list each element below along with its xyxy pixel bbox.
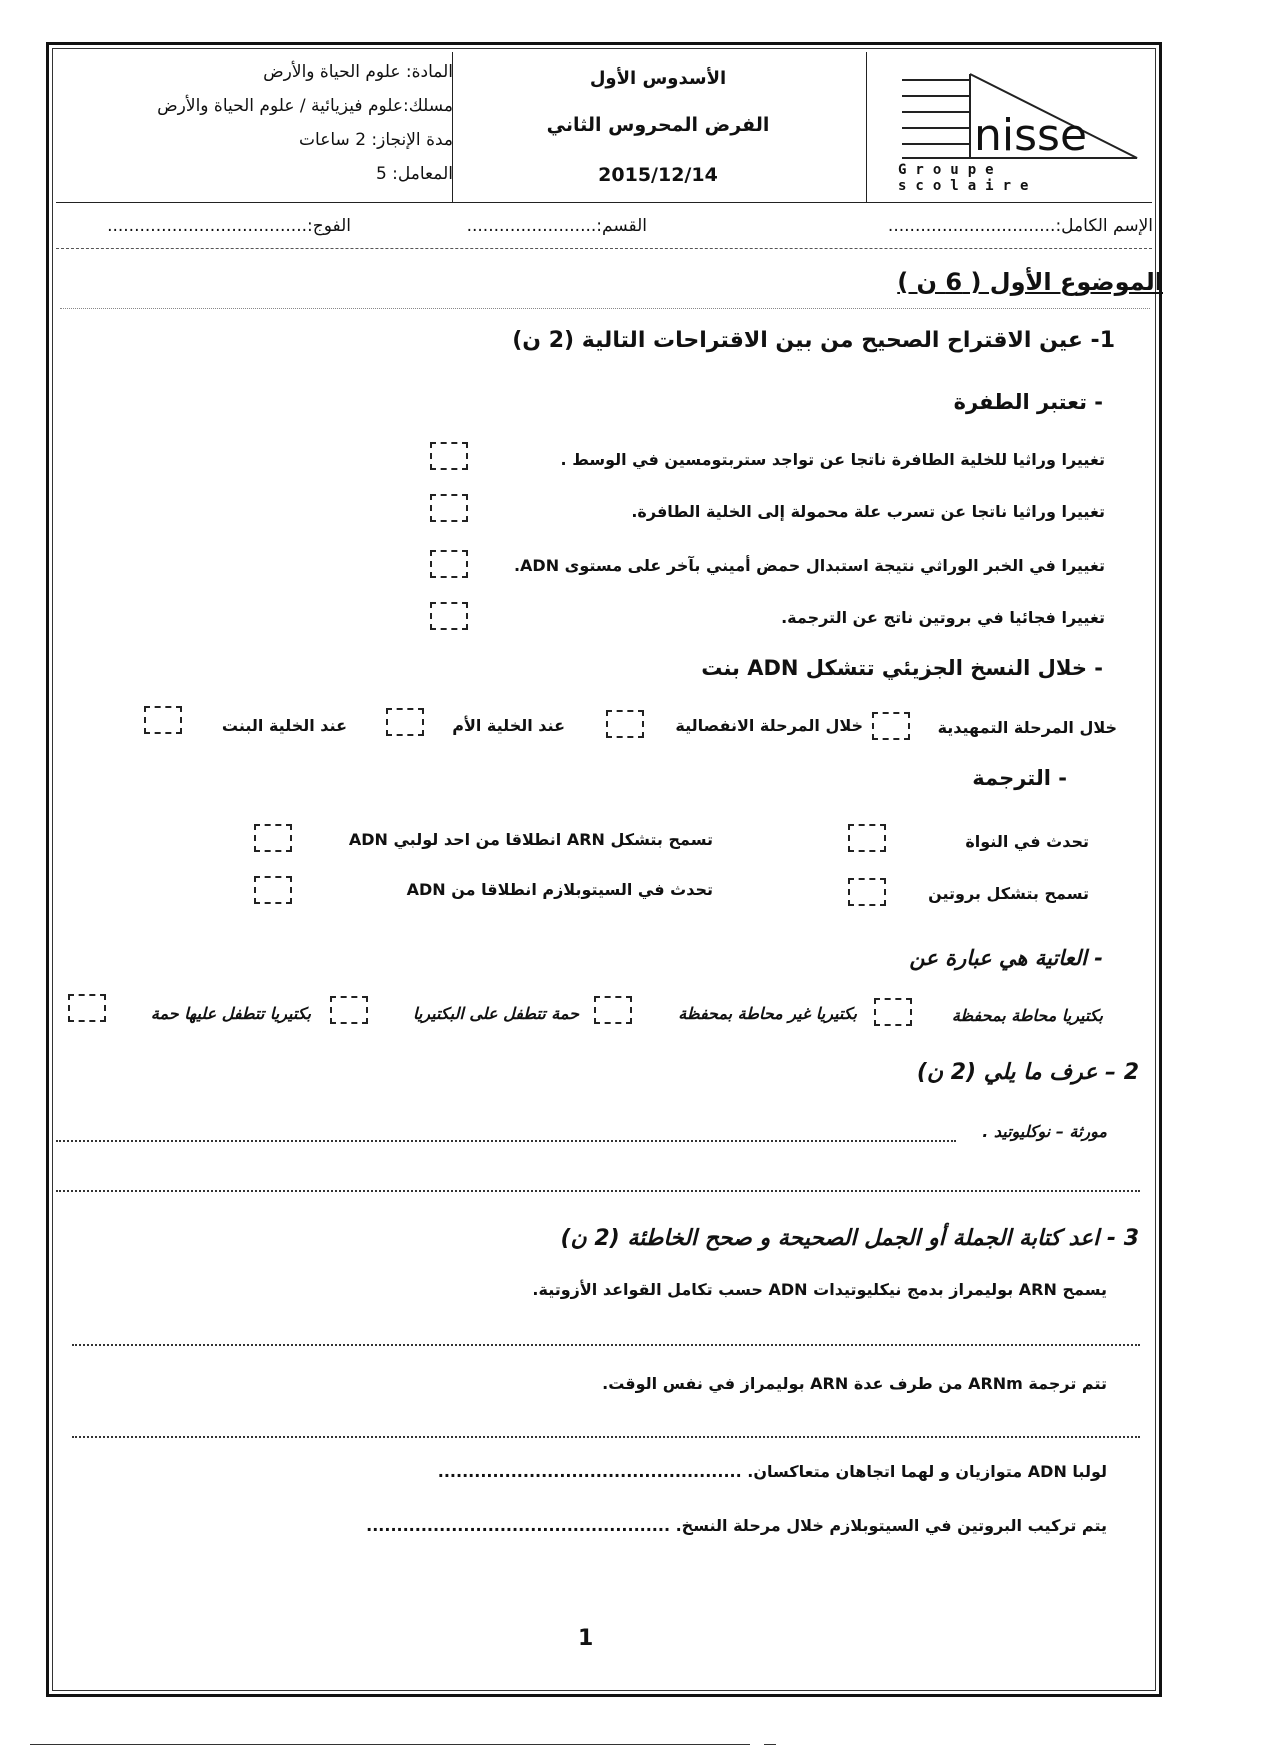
replication-option-3: عند الخلية الأم <box>452 716 565 735</box>
page-number: 1 <box>578 1626 594 1651</box>
replication-heading: - خلال النسخ الجزيئي تتشكل ADN بنت <box>701 656 1103 680</box>
semester: الأسدوس الأول <box>589 68 727 89</box>
logo-subtitle: Groupe scolaire <box>898 162 1038 194</box>
translation-option-1: تحدث في النواة <box>965 832 1089 851</box>
dotted-separator <box>60 308 1150 309</box>
answer-line[interactable] <box>72 1436 1140 1438</box>
question-3-item-2: تتم ترجمة ARNm من طرف عدة ARN بوليمراز في نفس الوقت. <box>602 1374 1107 1393</box>
replication-option-1: خلال المرحلة التمهيدية <box>937 718 1117 737</box>
footer-mark <box>764 1744 776 1745</box>
section-title: الموضوع الأول ( 6 ن ) <box>897 268 1163 296</box>
translation-option-3: تسمح بتشكل بروتين <box>928 884 1089 903</box>
checkbox-replication-2[interactable] <box>606 710 644 738</box>
question-2: 2 – عرف ما يلي (2 ن) <box>916 1060 1139 1085</box>
logo-name: nisse <box>974 110 1088 161</box>
replication-option-4: عند الخلية البنت <box>221 716 347 735</box>
mutation-heading: - تعتبر الطفرة <box>953 390 1103 414</box>
phage-option-3: حمة تتطفل على البكتيريا <box>412 1004 579 1023</box>
mutation-option-2: تغييرا وراثيا ناتجا عن تسرب علة محمولة إلى الخلية الطافرة. <box>631 502 1105 521</box>
answer-line[interactable] <box>72 1344 1140 1346</box>
question-1: 1- عين الاقتراح الصحيح من بين الاقتراحات التالية (2 ن) <box>512 328 1115 353</box>
mutation-option-3: تغييرا في الخبر الوراثي نتيجة استبدال حمض أميني بآخر على مستوى ADN. <box>513 556 1105 575</box>
checkbox-translation-2[interactable] <box>254 824 292 852</box>
mutation-option-1: تغييرا وراثيا للخلية الطافرة ناتجا عن تواجد ستربتومسين في الوسط . <box>560 450 1105 469</box>
checkbox-phage-4[interactable] <box>68 994 106 1022</box>
phage-option-1: بكتيريا محاطة بمحفظة <box>951 1006 1103 1025</box>
mutation-option-4: تغييرا فجائيا في بروتين ناتج عن الترجمة. <box>781 608 1105 627</box>
checkbox-phage-1[interactable] <box>874 998 912 1026</box>
school-logo <box>892 62 1157 194</box>
checkbox-mutation-1[interactable] <box>430 442 468 470</box>
checkbox-replication-4[interactable] <box>144 706 182 734</box>
checkbox-mutation-2[interactable] <box>430 494 468 522</box>
replication-option-2: خلال المرحلة الانفصالية <box>675 716 863 735</box>
footer-line <box>30 1744 750 1745</box>
phage-heading: - العاتية هي عبارة عن <box>909 946 1103 970</box>
checkbox-phage-2[interactable] <box>594 996 632 1024</box>
question-3-item-3: لولبا ADN متوازيان و لهما اتجاهان متعاكسان. .................................................. <box>437 1462 1107 1481</box>
answer-line[interactable] <box>56 1140 956 1142</box>
full-name-field[interactable]: الإسم الكامل:............................... <box>887 216 1153 236</box>
track: مسلك:علوم فيزيائية / علوم الحياة والأرض <box>157 96 453 116</box>
translation-option-4: تحدث في السيتوبلازم انطلاقا من ADN <box>406 880 713 899</box>
checkbox-translation-4[interactable] <box>254 876 292 904</box>
coefficient: المعامل: 5 <box>375 164 453 184</box>
checkbox-mutation-4[interactable] <box>430 602 468 630</box>
checkbox-replication-1[interactable] <box>872 712 910 740</box>
checkbox-translation-1[interactable] <box>848 824 886 852</box>
checkbox-mutation-3[interactable] <box>430 550 468 578</box>
checkbox-translation-3[interactable] <box>848 878 886 906</box>
duration: مدة الإنجاز: 2 ساعات <box>299 130 453 150</box>
question-3-item-4: يتم تركيب البروتين في السيتوبلازم خلال مرحلة النسخ. .................................................. <box>366 1516 1107 1535</box>
class-field[interactable]: القسم:........................ <box>466 216 647 236</box>
exam-date: 2015/12/14 <box>598 164 718 186</box>
group-field[interactable]: الفوج:..................................... <box>107 216 351 236</box>
phage-option-4: بكتيريا تتطفل عليها حمة <box>150 1004 311 1023</box>
checkbox-replication-3[interactable] <box>386 708 424 736</box>
checkbox-phage-3[interactable] <box>330 996 368 1024</box>
translation-heading: - الترجمة <box>972 766 1067 790</box>
translation-option-2: تسمح بتشكل ARN انطلاقا من احد لولبي ADN <box>348 830 713 849</box>
exam-title: الفرض المحروس الثاني <box>546 114 770 136</box>
subject: المادة: علوم الحياة والأرض <box>263 62 453 82</box>
header-divider-right <box>866 52 867 202</box>
question-2-terms: مورثة – نوكليوتيد . <box>982 1122 1107 1141</box>
answer-line[interactable] <box>56 1190 1140 1192</box>
question-3: 3 - اعد كتابة الجملة أو الجمل الصحيحة و صحح الخاطئة (2 ن) <box>560 1226 1139 1251</box>
question-3-item-1: يسمح ARN بوليمراز بدمج نيكليوتيدات ADN حسب تكامل القواعد الأزوتية. <box>532 1280 1107 1299</box>
phage-option-2: بكتيريا غير محاطة بمحفظة <box>678 1004 857 1023</box>
